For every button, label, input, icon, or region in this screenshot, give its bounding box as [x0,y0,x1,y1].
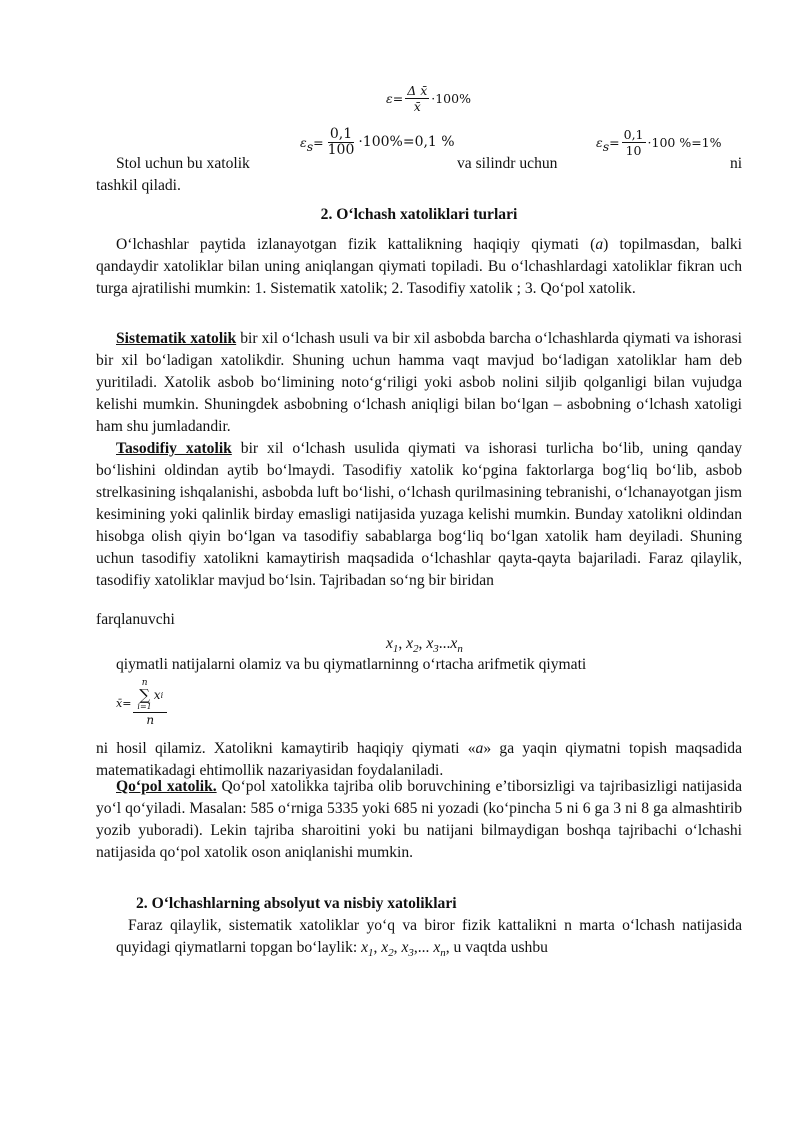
formula-numerator: Δ x̄ [407,82,428,98]
x-sub-2: 2 [413,643,419,656]
term-random-error: Tasodifiy xatolik [116,440,232,457]
var-a: a [475,740,484,757]
formula-rhs: ·100%=0,1 % [358,134,455,150]
formula-rhs: ·100% [431,90,471,106]
term-gross-error: Qo‘pol xatolik. [116,778,217,795]
text-tashkil: tashkil qiladi. [96,177,181,194]
x-sub-3: 3 [433,643,439,656]
mean-lhs: x̄= [116,696,132,710]
x-sub-1: 1 [392,643,399,656]
assume-text-b: , u vaqtda ushbu [445,939,548,956]
sep-2: , [418,635,427,652]
intro-text-a: O‘lchashlar paytida izlanayotgan fizik kattalikning haqiqiy qiymati ( [116,236,596,253]
x-sub-n: n [457,643,463,656]
text-farqlanuvchi: farqlanuvchi [96,611,175,628]
formula-lhs: ε= [386,90,404,106]
sum-term: x [153,687,161,702]
formula-fraction [622,127,646,158]
formula-equals: = [609,134,620,150]
sum-term-index: i [160,690,164,700]
assume-text-a: Faraz qilaylik, sistematik xatoliklar yo‘q va biror fizik kattalikni n marta o‘lchash natijasida quyidagi qiymatlarni topgan bo‘laylik: [116,917,742,956]
sum-upper: n [141,678,148,688]
formula-table-error [300,123,455,161]
mean-fraction [133,678,167,728]
text-ni: ni [730,155,743,172]
formula-subscript: s [602,138,610,154]
formula-numerator: 0,1 [329,125,353,142]
sep-1: , [398,635,407,652]
random-text: bir xil o‘lchash usulida qiymati va ishorasi turlicha bo‘lib, uning qanday bo‘lishini oldindan aytib bo‘lmaydi. Tasodifiy xatolik ko‘pgina faktorlarga bog‘liq bo‘lib, asbob strelkasining ishqalanishi, asbobda luft bo‘lishi, o‘lchash qurilmasining tebranishi, o‘lchanayotgan jism kesimining yoki qalinlik birday emasligi natijasida yuzaga kelishi mumkin. Bunday xatolikni oldindan hisobga olish qiyin bo‘lgan va tasodifiy sabablarga bog‘liq bo‘lgan xatolik ham deyiladi. Shuning uchun tasodifiy xatolikni kamaytirish maqsadida o‘lchashlar qayta-qayta bajariladi. Faraz qilaylik, tasodifiy xatoliklar mavjud bo‘lsin. Tajribadan so‘ng bir biridan [96,440,743,589]
paragraph-systematic [96,328,742,438]
formula-fraction [326,127,357,158]
section-heading-absolute: 2. O‘lchashlarning absolyut va nisbiy xatoliklari [136,895,457,912]
formula-fraction [405,83,429,114]
hosil-text-a: ni hosil qilamiz. Xatolikni kamaytirib haqiqiy qiymati « [96,740,476,757]
paragraph-random [96,438,742,592]
var-a: a [595,236,604,253]
formula-arithmetic-mean [116,674,169,732]
intro-text-rest: topilmasdan, balki qandaydir xatoliklar bilan uning aniqlangan qiymati topiladi. Bu o‘lchashlardagi xatoliklar fikran uch turga ajratilishi mumkin: 1. Sistematik xatolik; 2. Tasodifiy xatolik ; 3. Qo‘pol xatolik. [96,236,743,297]
paragraph-gross [96,776,742,864]
formula-denominator: 100 [327,141,355,158]
formula-epsilon: ε [300,134,307,150]
sigma-icon: ∑ [139,686,150,704]
x-symbol: x [386,635,393,652]
paragraph-assume [116,915,742,964]
text-stol: Stol uchun bu xatolik [116,155,250,172]
formula-epsilon: ε [596,134,603,150]
sum-operator [137,678,151,712]
mean-denominator: n [146,713,155,727]
formula-relative-error [386,78,471,118]
intro-text-b: ) [603,236,609,253]
measurement-list: $x_1$, $x_2$, $x_3$,... $x_n$ [361,939,446,960]
term-systematic-error: Sistematik xatolik [116,330,237,347]
x-symbol: x [426,635,434,652]
text-silindr: va silindr uchun [457,155,558,172]
formula-denominator: 10 [625,142,642,158]
formula-denominator: x̄ [413,98,421,114]
formula-subscript: s [306,138,314,154]
hosil-text-b: » ga yaqin qiymatni topish maqsadida matematikadagi ehtimollik nazariyasidan foydalaniladi. [96,740,743,779]
gross-text: Qo‘pol xatolikka tajriba olib boruvchining e’tiborsizligi va tajribasizligi natijasida yo‘l qo‘yiladi. Masalan: 585 o‘rniga 5335 yoki 685 ni yozadi (ko‘pincha 5 ni 6 ga 3 ni 8 ga almashtirib yozib yuboradi). Lekin tajriba sharoitini yoki bu natijani bilmaydigan boshqa tajribachi o‘lchashi natijasida qo‘pol xatolik oson aniqlanishi mumkin. [96,778,742,861]
mean-numerator [133,678,167,713]
formula-equals: = [313,134,324,150]
formula-numerator: 0,1 [623,126,644,142]
x-symbol: x [450,635,458,652]
systematic-text: bir xil o‘lchash usuli va bir xil asbobda barcha o‘lchashlarda qiymati va ishorasi bir xil bo‘ladigan xatolikdir. Shuning uchun hamma vaqt mavjud bo‘ladigan xatoliklar ham deb yuritiladi. Xatolik asbob bo‘limining noto‘g‘riligi yoki asbob nolini siljib qolganligi bilan vujudga kelishi mumkin. Shuningdek asbobning o‘lchash aniqligi bilan bo‘lgan – asbobning o‘lchash xatoligi ham shu jumladandir. [96,330,742,435]
section-heading-types: 2. O‘lchash xatoliklari turlari [320,206,518,223]
formula-cylinder-error [596,123,722,161]
paragraph-intro [96,234,742,300]
formula-rhs: ·100 %=1% [647,134,722,150]
text-qiymatli: qiymatli natijalarni olamiz va bu qiymatlarninng o‘rtacha arifmetik qiymati [116,656,587,673]
x-symbol: x [406,635,414,652]
dots: ... [438,635,451,652]
sum-lower: i=1 [137,702,152,711]
